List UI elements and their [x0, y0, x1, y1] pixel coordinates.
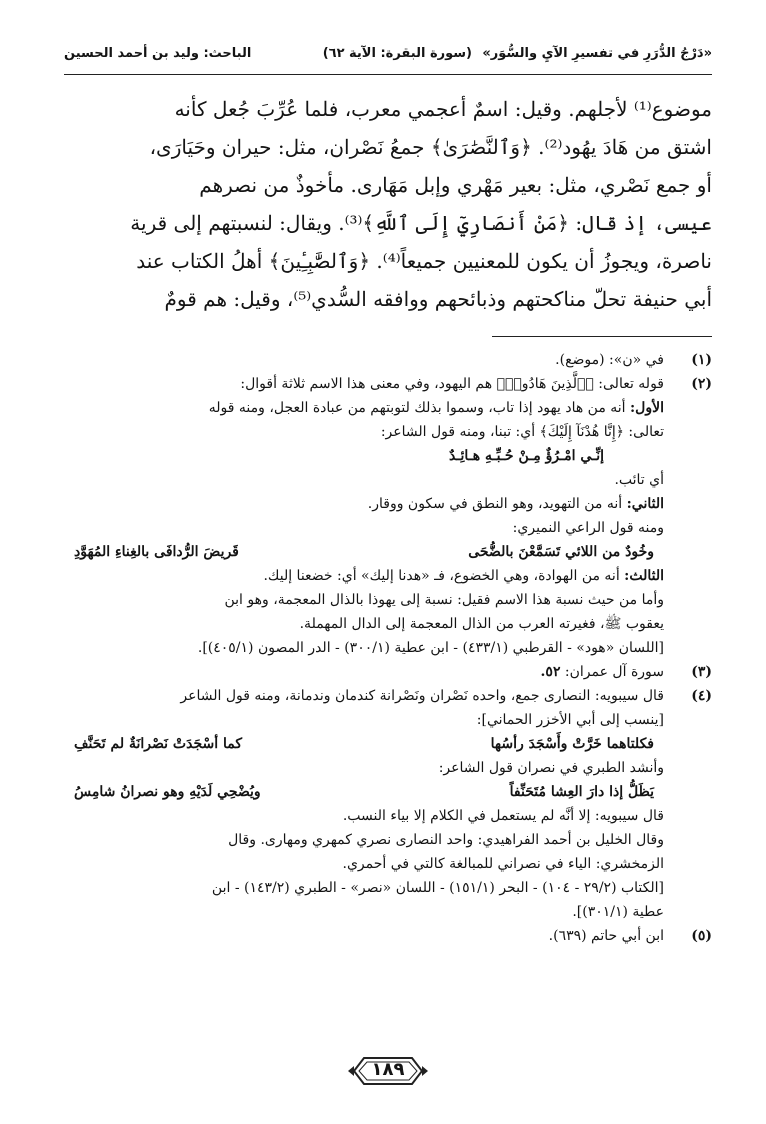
header-rule — [64, 74, 712, 75]
poetry-verse — [64, 540, 664, 564]
footnote-line: أي تائب. — [614, 472, 664, 488]
footnote-4 — [64, 684, 712, 924]
footnote-references: عطية (٣٠١/١)]. — [572, 904, 664, 920]
verse-hemistich-first: فكلتاهما خَرَّتْ وأَسْجَدَ رأسُها — [490, 736, 654, 752]
third-opinion-label: الثالث: — [624, 568, 664, 584]
verse-hemistich-second: كما أسْجَدَتْ نَصْرانَةٌ لم تَحَنَّفِ — [74, 736, 242, 752]
running-header — [64, 42, 712, 70]
verse-hemistich-second: ويُضْحِي لَدَيْهِ وهو نصرانُ شامِسُ — [74, 784, 261, 800]
verse-hemistich-first: يَظَلُّ إذا دارَ العِشا مُتَحَنِّفاً — [509, 784, 654, 800]
footnote-text: أنه من التهويد، وهو النطق في سكون ووقار. — [367, 496, 627, 512]
footnote-text: سورة آل عمران: — [560, 664, 664, 680]
verse-hemistich: إنِّـي امْـرُؤٌ مِـنْ حُـبِّـهِ هـائِـدٌ — [449, 448, 604, 464]
footnote-3 — [64, 660, 712, 684]
main-text — [64, 90, 712, 318]
footnote-number: (٥) — [691, 928, 712, 944]
footnote-1 — [64, 348, 712, 372]
main-line-5: ناصرة، ويجوزُ أن يكون للمعنيين جميعاً⁽⁴⁾. ﴿وَٱلصَّٰبِـِٔينَ﴾ أهلُ الكتاب عند — [136, 249, 712, 273]
ayah-number: ٥٢. — [540, 664, 561, 680]
main-line-4: عيسى، إذ قال: ﴿مَنْ أَنصَارِيٓ إِلَى ٱللَّهِ﴾⁽³⁾. ويقال: لنسبتهم إلى قرية — [130, 211, 712, 235]
footnote-number: (٣) — [691, 664, 712, 680]
author-name: الباحث: وليد بن أحمد الحسين — [64, 46, 252, 61]
poetry-verse — [64, 444, 664, 468]
footnote-line: ومنه قول الراعي النميري: — [512, 520, 664, 536]
footnote-number: (٤) — [691, 688, 712, 704]
footnote-references: [اللسان «هود» - القرطبي (٤٣٣/١) - ابن عطية (٣٠٠/١) - الدر المصون (٤٠٥/١)]. — [197, 640, 664, 656]
footnote-line — [64, 396, 664, 420]
footnote-line: وقال الخليل بن أحمد الفراهيدي: واحد النصارى نصري كمهري ومهارى. وقال — [228, 832, 664, 848]
footnote-2 — [64, 372, 712, 660]
page-number-ornament — [348, 1054, 428, 1088]
verse-hemistich-first: وخُودٌ من اللائي تَسَمَّعْنَ بالضُّحَى — [468, 544, 654, 560]
footnote-line: تعالى: ﴿إِنَّا هُدْنَآ إِلَيْكَ﴾ أي: تبنا، ومنه قول الشاعر: — [380, 424, 664, 440]
footnote-line — [64, 660, 664, 684]
footnote-line: قال سيبويه: النصارى جمع، واحده نَصْران ونَصْرانة كندمان وندمانة، ومنه قول الشاعر — [180, 688, 664, 704]
main-line-2: اشتق من هَادَ يهُود⁽²⁾. ﴿وَٱلنَّصَٰرَىٰ﴾ جمعُ نَصْران، مثل: حيران وحَيَارَى، — [149, 135, 712, 159]
footnote-line: الزمخشري: الياء في نصراني للمبالغة كالتي في أحمري. — [342, 856, 664, 872]
footnote-line: [ينسب إلى أبي الأخزر الحماني]: — [476, 712, 664, 728]
footnote-text: أنه من الهوادة، وهي الخضوع، فـ «هدنا إليك» أي: خضعنا إليك. — [263, 568, 625, 584]
page-number: ١٨٩ — [371, 1059, 405, 1080]
footnote-line: وأما من حيث نسبة هذا الاسم فقيل: نسبة إلى يهوذا بالذال المعجمة، وهو ابن — [224, 592, 664, 608]
footnote-text: أنه من هاد يهود إذا تاب، وسموا بذلك لتوبتهم من عبادة العجل، ومنه قوله — [208, 400, 631, 416]
poetry-verse — [64, 780, 664, 804]
footnote-line: وأنشد الطبري في نصران قول الشاعر: — [438, 760, 664, 776]
page — [64, 36, 712, 1096]
footnote-references: [الكتاب (٢٩/٢ - ١٠٤) - البحر (١٥١/١) - اللسان «نصر» - الطبري (١٤٣/٢) - ابن — [211, 880, 664, 896]
surah-reference: (سورة البقرة: الآية ٦٢) — [322, 46, 472, 61]
footnote-line — [64, 492, 664, 516]
footnote-line — [64, 564, 664, 588]
footnote-number: (١) — [691, 352, 712, 368]
main-line-3: أو جمع نَصْري، مثل: بعير مَهْري وإبل مَهَارى. مأخوذٌ من نصرهم — [199, 173, 712, 197]
verse-hemistich-second: قَريضَ الرُّدافَى بالغِناءِ المُهَوَّدِ — [74, 544, 239, 560]
poetry-verse — [64, 732, 664, 756]
footnote-number: (٢) — [691, 376, 712, 392]
footnote-text: ابن أبي حاتم (٦٣٩). — [548, 928, 664, 944]
footnote-line: يعقوب ﷺ، فغيرته العرب من الذال المعجمة إلى الدال المهملة. — [299, 616, 664, 632]
footnote-5 — [64, 924, 712, 948]
footnote-separator — [492, 336, 712, 337]
footnote-line: قوله تعالى: ﴿ٱلَّذِينَ هَادُوا۟﴾ هم اليهود، وفي معنى هذا الاسم ثلاثة أقوال: — [240, 376, 664, 392]
main-line-6: أبي حنيفة تحلّ مناكحتهم وذبائحهم ووافقه السُّدي⁽⁵⁾، وقيل: هم قومٌ — [164, 287, 712, 311]
footnote-text: في «ن»: (موضع). — [555, 352, 664, 368]
main-line-1: موضوع⁽¹⁾ لأجلهم. وقيل: اسمٌ أعجمي معرب، فلما عُرِّبَ جُعل كأنه — [174, 97, 712, 121]
footnotes — [64, 348, 712, 948]
book-title: «دَرْجُ الدُّرَرِ في تفسيرِ الآيِ والسُّوَر» — [482, 46, 712, 61]
footnote-line: قال سيبويه: إلا أنَّه لم يستعمل في الكلام إلا بياء النسب. — [342, 808, 664, 824]
second-opinion-label: الثاني: — [626, 496, 664, 512]
first-opinion-label: الأول: — [630, 400, 664, 416]
